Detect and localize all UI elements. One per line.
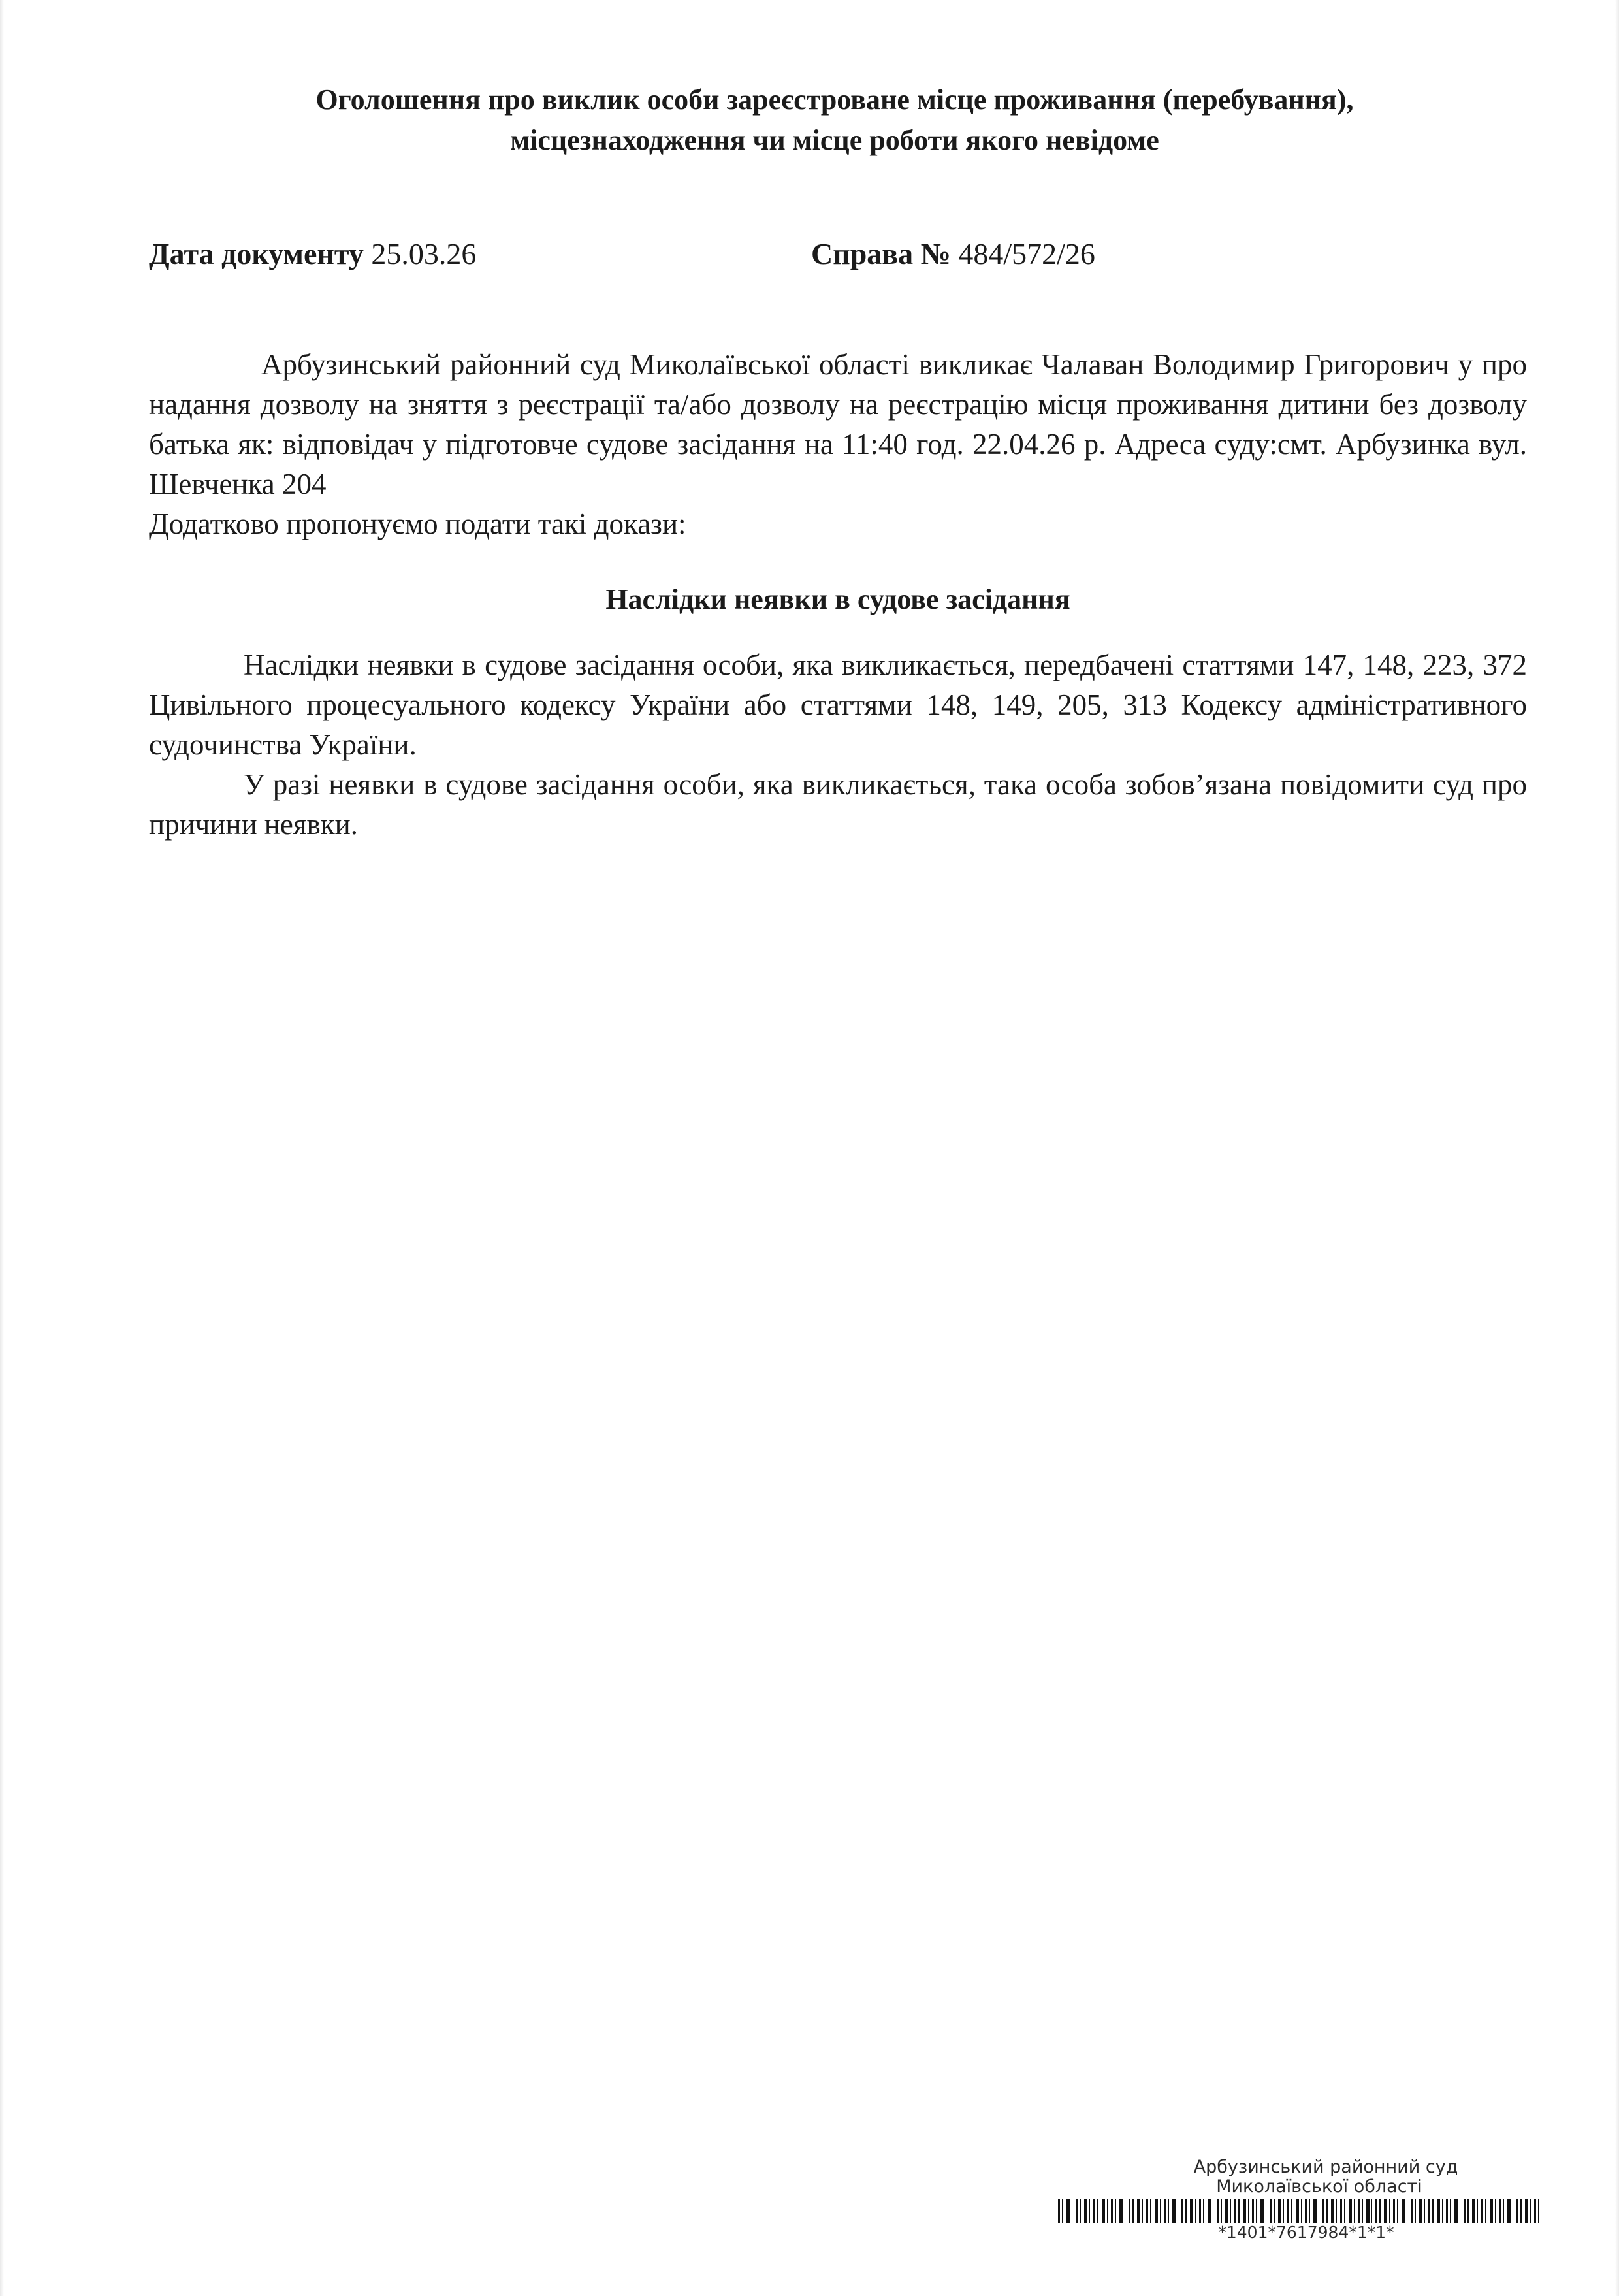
summons-paragraph: Арбузинський районний суд Миколаївської області викликає Чалаван Володимир Григорович у про надання дозволу на зняття з реєстрації та/або дозволу на реєстрацію місця проживання дитини без дозволу батька як: відповідач у підготовче судове засідання на 11:40 год. 22.04.26 р. Адреса суду:смт. Арбузинка вул. Шевченка 204 [149, 348, 1527, 500]
section-heading: Наслідки неявки в судове засідання [605, 583, 1070, 615]
case-number [811, 236, 1095, 271]
court-stamp [1058, 2158, 1541, 2242]
stamp-court-name: Арбузинський районний суд [1193, 2157, 1458, 2177]
evidence-request: Додатково пропонуємо подати такі докази: [149, 508, 686, 540]
obligation-paragraph: У разі неявки в судове засідання особи, яка викликається, така особа зобов’язана повідомити суд про причини неявки. [149, 768, 1527, 841]
stamp-region-name: Миколаївської області [1216, 2176, 1422, 2197]
page-edge-shadow [0, 0, 4, 2296]
case-value: 484/572/26 [958, 237, 1095, 270]
date-label: Дата документу [149, 237, 364, 270]
summons-body [149, 345, 1527, 544]
barcode [1058, 2199, 1541, 2223]
barcode-number: *1401*7617984*1*1* [1218, 2223, 1394, 2242]
page-edge-shadow [1615, 0, 1619, 2296]
document-title-line: місцезнаходження чи місце роботи якого невідоме [510, 124, 1159, 156]
consequences-paragraph: Наслідки неявки в судове засідання особи, яка викликається, передбачені статтями 147, 148, 223, 372 Цивільного процесуального кодексу України або статтями 148, 149, 205, 313 Кодексу адміністративного судочинства України. [149, 649, 1527, 761]
consequences-body [149, 645, 1527, 845]
document-title [149, 80, 1520, 161]
case-label: Справа № [811, 237, 951, 270]
document-title-line: Оголошення про виклик особи зареєстроване місце проживання (перебування), [315, 84, 1354, 116]
document-date [149, 236, 476, 271]
date-value: 25.03.26 [371, 237, 477, 270]
